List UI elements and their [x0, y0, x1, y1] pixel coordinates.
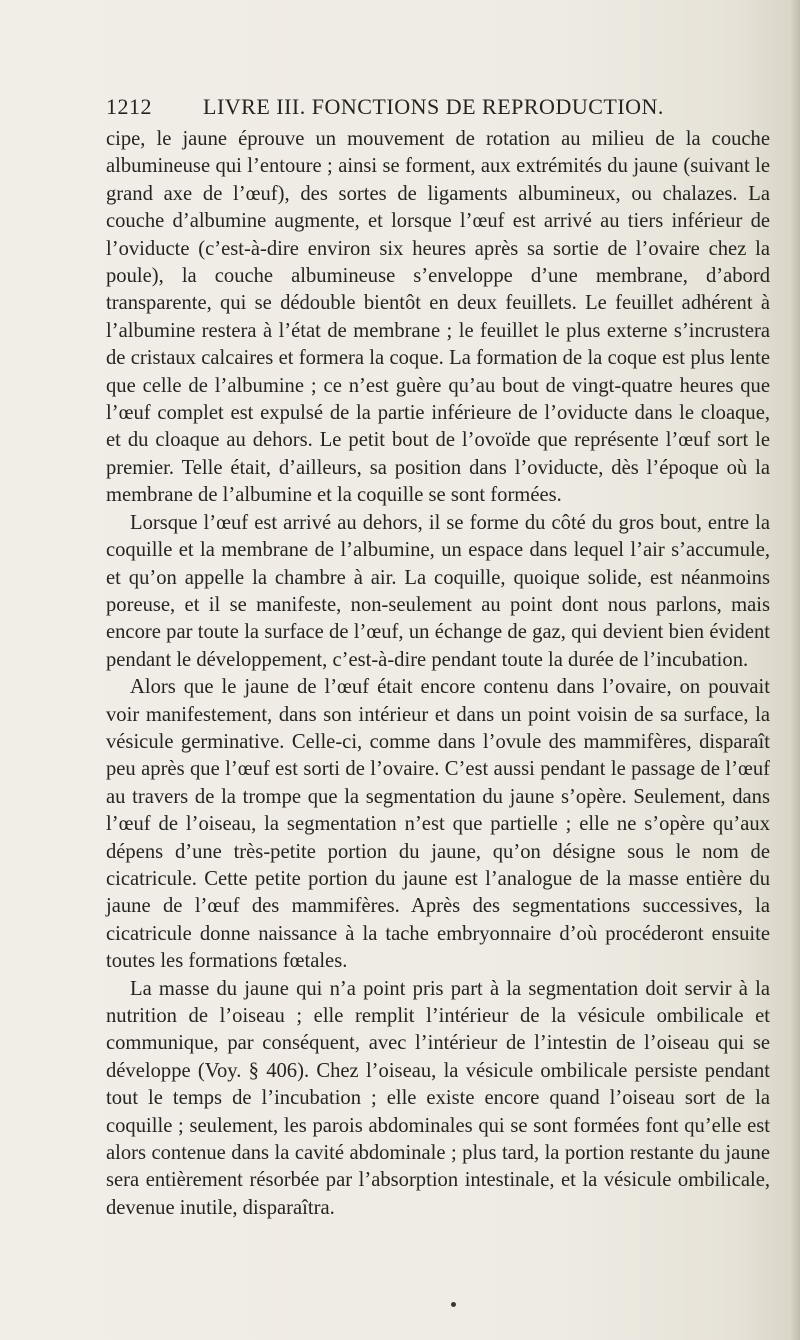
printer-mark	[451, 1302, 456, 1307]
running-head	[106, 92, 706, 122]
page-edge-shadow	[790, 0, 800, 1340]
body-text	[106, 126, 770, 1222]
paragraph-chalazes: cipe, le jaune éprouve un mouvement de rotation au milieu de la couche albumineuse qui l’entoure ; ainsi se forment, aux extrémités du jaune (suivant le grand axe de l’œuf), des sortes de ligaments albumineux, ou chalazes. La couche d’albumine augmente, et lorsque l’œuf est arrivé au tiers inférieur de l’oviducte (c’est-à-dire environ six heures après sa sortie de l’ovaire chez la poule), la couche albumineuse s’enveloppe d’une membrane, d’abord transparente, qui se dédouble bientôt en deux feuillets. Le feuillet adhérent à l’albumine restera à l’état de membrane ; le feuillet le plus externe s’incrustera de cristaux calcaires et formera la coque. La formation de la coque est plus lente que celle de l’albumine ; ce n’est guère qu’au bout de vingt-quatre heures que l’œuf complet est expulsé de la partie inférieure de l’oviducte dans le cloaque, et du cloaque au dehors. Le petit bout de l’ovoïde que représente l’œuf sort le premier. Telle était, d’ailleurs, sa position dans l’oviducte, dès l’époque où la membrane de l’albumine et la coquille se sont formées.	[106, 128, 770, 507]
paragraph-cicatricule: Alors que le jaune de l’œuf était encore contenu dans l’ovaire, on pouvait voir manifestement, dans son intérieur et dans un point voisin de sa surface, la vésicule germinative. Celle-ci, comme dans l’ovule des mammifères, disparaît peu après que l’œuf est sorti de l’ovaire. C’est aussi pendant le passage de l’œuf au travers de la trompe que la segmentation du jaune s’opère. Seulement, dans l’œuf de l’oiseau, la segmentation n’est que partielle ; elle ne s’opère qu’aux dépens d’une très-petite portion du jaune, qu’on désigne sous le nom de cicatricule. Cette petite portion du jaune est l’analogue de la masse entière du jaune de l’œuf des mammifères. Après des segmentations successives, la cicatricule donne naissance à la tache embryonnaire d’où procéderont ensuite toutes les formations fœtales.	[106, 676, 770, 973]
paragraph-chambre-a-air: Lorsque l’œuf est arrivé au dehors, il se forme du côté du gros bout, entre la coquille et la membrane de l’albumine, un espace dans lequel l’air s’accumule, et qu’on appelle la chambre à air. La coquille, quoique solide, est néanmoins poreuse, et il se manifeste, non-seulement au point dont nous parlons, mais encore par toute la surface de l’œuf, un échange de gaz, qui devient bien évident pendant le développement, c’est-à-dire pendant toute la durée de l’incubation.	[106, 511, 770, 671]
page-number: 1212	[106, 94, 152, 119]
running-title: LIVRE III. FONCTIONS DE REPRODUCTION.	[203, 94, 664, 119]
paragraph-vesicule-ombilicale: La masse du jaune qui n’a point pris part à la segmentation doit servir à la nutrition de l’oiseau ; elle remplit l’intérieur de la vésicule ombilicale et communique, par conséquent, avec l’intérieur de l’intestin de l’oiseau qui se développe (Voy. § 406). Chez l’oiseau, la vésicule ombilicale persiste pendant tout le temps de l’incubation ; elle existe encore quand l’oiseau sort de la coquille ; seulement, les parois abdominales qui se sont formées font qu’elle est alors contenue dans la cavité abdominale ; plus tard, la portion restante du jaune sera entièrement résorbée par l’absorption intestinale, et la vésicule ombilicale, devenue inutile, disparaîtra.	[106, 977, 770, 1219]
